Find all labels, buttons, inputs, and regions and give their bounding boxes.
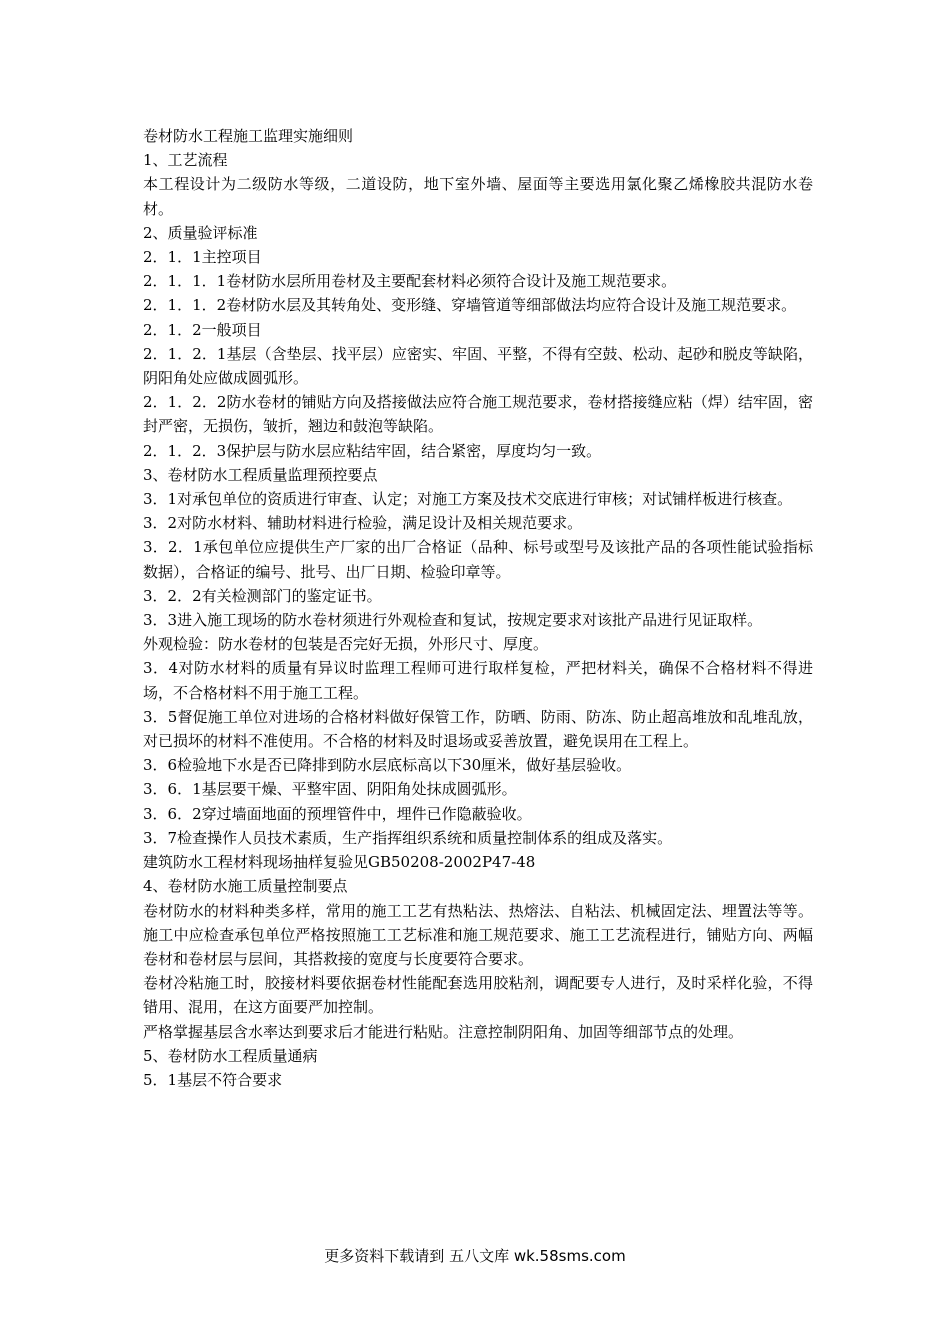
paragraph: 卷材防水的材料种类多样，常用的施工工艺有热粘法、热熔法、自粘法、机械固定法、埋置法等等。施工中应检查承包单位严格按照施工工艺标准和施工规范要求、施工工艺流程进行，铺贴方向、两幅卷材和卷材层与层间，其搭救接的宽度与长度要符合要求。 (143, 901, 813, 968)
paragraph: 3．7检查操作人员技术素质，生产指挥组织系统和质量控制体系的组成及落实。 (143, 828, 673, 847)
paragraph: 3．6．1基层要干燥、平整牢固、阴阳角处抹成圆弧形。 (143, 780, 517, 799)
paragraph: 严格掌握基层含水率达到要求后才能进行粘贴。注意控制阴阳角、加固等细部节点的处理。 (143, 1022, 744, 1041)
subsection-heading: 2．1．1主控项目 (143, 248, 262, 267)
paragraph: 3．2．2有关检测部门的鉴定证书。 (143, 586, 382, 605)
paragraph: 建筑防水工程材料现场抽样复验见GB50208-2002P47-48 (143, 853, 536, 872)
paragraph: 2．1．1．1卷材防水层所用卷材及主要配套材料必须符合设计及施工规范要求。 (143, 272, 677, 291)
paragraph: 2．1．1．2卷材防水层及其转角处、变形缝、穿墙管道等细部做法均应符合设计及施工规范要求。 (143, 296, 797, 315)
section-heading: 2、质量验评标准 (143, 223, 258, 242)
paragraph: 卷材冷粘施工时，胶接材料要依据卷材性能配套选用胶粘剂，调配要专人进行，及时采样化验，不得错用、混用，在这方面要严加控制。 (143, 974, 813, 1017)
paragraph: 2．1．2．1基层（含垫层、找平层）应密实、牢固、平整，不得有空鼓、松动、起砂和脱皮等缺陷，阴阳角处应做成圆弧形。 (143, 344, 813, 388)
paragraph: 3．2对防水材料、辅助材料进行检验，满足设计及相关规范要求。 (143, 514, 583, 533)
paragraph: 3．6检验地下水是否已降排到防水层底标高以下30厘米，做好基层验收。 (143, 756, 632, 775)
footer-text: 更多资料下载请到 五八文库 wk.58sms.com (324, 1247, 626, 1265)
paragraph: 3．6．2穿过墙面地面的预埋管件中，埋件已作隐蔽验收。 (143, 804, 532, 823)
paragraph: 3．5督促施工单位对进场的合格材料做好保管工作，防晒、防雨、防冻、防止超高堆放和乱堆乱放，对已损坏的材料不准使用。不合格的材料及时退场或妥善放置，避免误用在工程上。 (143, 707, 813, 751)
paragraph: 3．3进入施工现场的防水卷材须进行外观检查和复试，按规定要求对该批产品进行见证取样。 (143, 611, 763, 630)
paragraph: 2．1．2．2防水卷材的铺贴方向及搭接做法应符合施工规范要求，卷材搭接缝应粘（焊）结牢固，密封严密，无损伤，皱折，翘边和鼓泡等缺陷。 (143, 393, 813, 436)
subsection-heading: 2．1．2一般项目 (143, 320, 262, 339)
paragraph: 3．1对承包单位的资质进行审查、认定；对施工方案及技术交底进行审核；对试铺样板进行核查。 (143, 490, 793, 509)
paragraph: 2．1．2．3保护层与防水层应粘结牢固，结合紧密，厚度均匀一致。 (143, 441, 602, 460)
document-body (143, 124, 813, 1092)
section-heading: 5、卷材防水工程质量通病 (143, 1046, 318, 1065)
paragraph: 3．4对防水材料的质量有异议时监理工程师可进行取样复检，严把材料关，确保不合格材料不得进场，不合格材料不用于施工工程。 (143, 659, 813, 702)
section-heading: 1、工艺流程 (143, 151, 228, 170)
section-heading: 3、卷材防水工程质量监理预控要点 (143, 465, 378, 484)
paragraph: 3．2．1承包单位应提供生产厂家的出厂合格证（品种、标号或型号及该批产品的各项性能试验指标数据），合格证的编号、批号、出厂日期、检验印章等。 (143, 538, 813, 581)
paragraph: 本工程设计为二级防水等级，二道设防，地下室外墙、屋面等主要选用氯化聚乙烯橡胶共混防水卷材。 (143, 175, 813, 218)
subsection-heading: 5．1基层不符合要求 (143, 1070, 283, 1089)
document-title: 卷材防水工程施工监理实施细则 (143, 127, 354, 145)
section-heading: 4、卷材防水施工质量控制要点 (143, 877, 348, 896)
paragraph: 外观检验：防水卷材的包装是否完好无损，外形尺寸、厚度。 (143, 635, 549, 654)
